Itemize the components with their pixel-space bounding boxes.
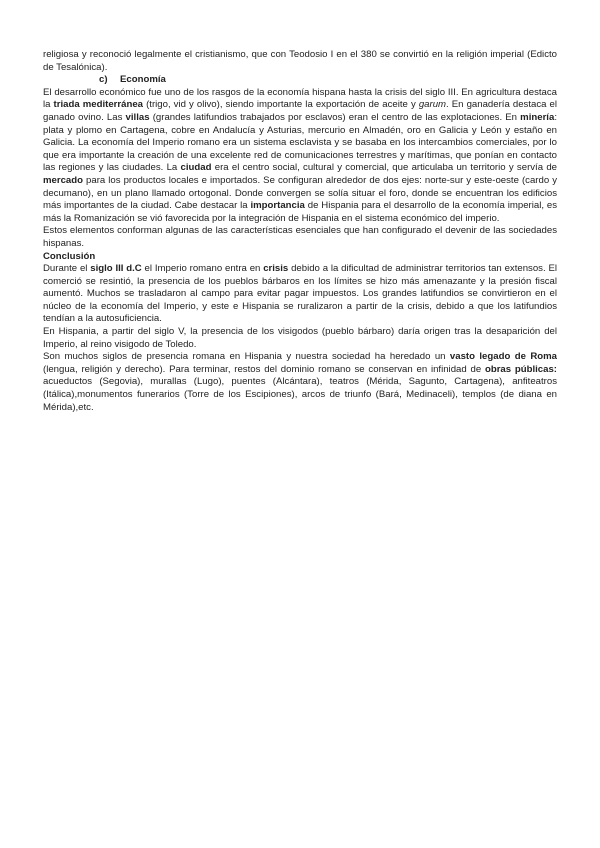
bold-term: vasto legado de Roma [449,351,557,363]
text-span: el Imperio romano entra en [141,263,264,275]
bold-term: triada mediterránea [53,99,144,111]
section-heading-economia [43,74,557,87]
text-span: debido a la dificultad de administrar territorios tan extensos. El comerció se resintió, la presencia de los pueblos bárbaros en los límites se hizo más amenazante y la presión fiscal aumentó. Muchos se trasladaron al campo para evitar pagar impuestos. Los grandes latifundios se convirtieron en el núcleo de la economía del Imperio, y este e Hispania se ruralizaron a partir de la crisis, debido a que los latifundios tendían a la autosuficiencia. [43,263,557,325]
bold-term: importancia [250,200,305,212]
paragraph-intro [43,49,557,74]
section-heading-label: Economía [120,74,166,86]
bold-term: ciudad [180,162,212,174]
text-span: religiosa y reconoció legalmente el cristianismo, que con Teodosio I en el 380 se convirtió en la religión imperial (Edicto de Tesalónica). [43,49,557,73]
paragraph-conclusion-1 [43,263,557,326]
text-span: (trigo, vid y olivo), siendo importante la exportación de aceite y [143,99,419,111]
text-span: acueductos (Segovia), murallas (Lugo), puentes (Alcántara), teatros (Mérida, Sagunto, Cartagena), anfiteatros (Itálica),monumentos funerarios (Torre de los Escipiones), arcos de triunfo (Bará, Medinaceli), templos (de diana en Mérida),etc. [43,376,557,413]
text-span: Son muchos siglos de presencia romana en Hispania y nuestra sociedad ha heredado un [43,351,450,363]
text-span: para los productos locales e importados. Se configuran alrededor de dos ejes: norte-sur y este-oeste (cardo y decumano), en un plano llamado ortogonal. Donde convergen se solía situar el foro, donde se encuentran los edificios más importantes de la ciudad. Cabe destacar la [43,174,557,212]
paragraph-conclusion-2 [43,326,557,351]
text-span: (grandes latifundios trabajados por esclavos) eran el centro de las explotaciones. En [149,111,521,123]
text-span: Durante el [43,263,91,275]
paragraph-economia [43,87,557,226]
bold-term: crisis [263,263,289,275]
text-span: El desarrollo económico fue uno de los rasgos de la economía hispana hasta la crisis del siglo III. En agricultura destaca la [43,86,557,111]
text-span: . En ganadería destaca el ganado ovino. Las [43,99,558,123]
bold-term: mercado [43,174,83,186]
text-span: En Hispania, a partir del siglo V, la presencia de los visigodos (pueblo bárbaro) daría origen tras la desaparición del Imperio, al reino visigodo de Toledo. [43,326,557,350]
text-span: de Hispania para el desarrollo de la economía imperial, es más la Romanización se vió favorecida por la integración de Hispania en el sistema económico del imperio. [43,200,557,224]
bold-term: siglo III d.C [90,263,142,275]
text-span: Estos elementos conforman algunas de las características esenciales que han configurado el devenir de las sociedades hispanas. [43,225,557,249]
italic-term: garum [418,99,447,111]
bold-term: obras públicas: [484,363,558,375]
text-span: era el centro social, cultural y comercial, que articulaba un territorio y servía de [211,162,558,174]
text-span: (lengua, religión y derecho). Para terminar, restos del dominio romano se conservan en infinidad de [43,363,485,375]
text-span: : plata y plomo en Cartagena, cobre en Andalucía y Asturias, mercurio en Almadén, oro en Galicia y León y estaño en Galicia. La economía del Imperio romano era un sistema esclavista y se basaba en los intercambios comerciales, por lo que era importante la creación de una excelente red de comunicaciones terrestres y marítimas, que ponían en contacto las regiones y las ciudades. La [43,111,557,174]
paragraph-elementos [43,225,557,250]
document-page [43,49,557,414]
paragraph-conclusion-3 [43,351,557,414]
list-number: c) [99,74,108,86]
bold-term: minería [520,111,555,123]
bold-term: villas [125,111,150,123]
conclusion-heading: Conclusión [43,250,96,262]
